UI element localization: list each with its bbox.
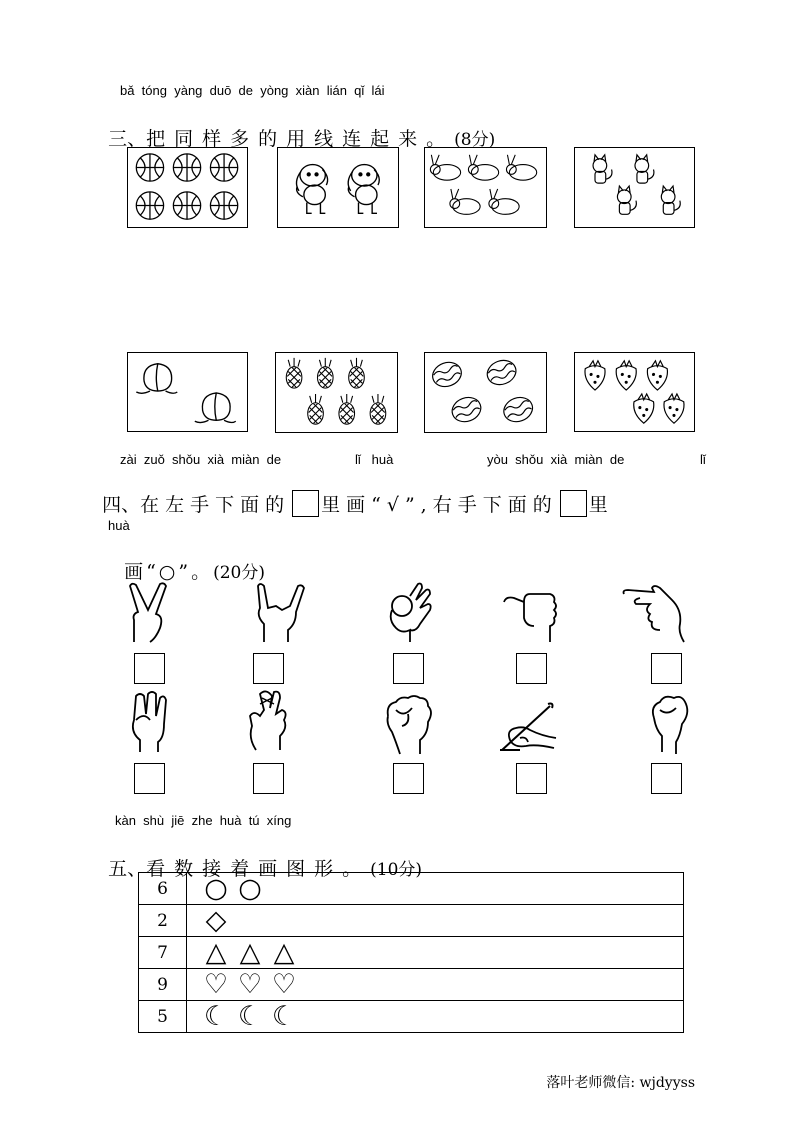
section4-pinyin-4: lǐ [700, 452, 706, 467]
left-hand-example-box [292, 490, 319, 517]
shape-glyph: △ [205, 937, 227, 968]
drawing-area[interactable] [187, 905, 684, 937]
section4-heading: 四、 [102, 494, 141, 516]
section4-score: (20分) [213, 563, 266, 583]
peach-box[interactable] [127, 352, 248, 432]
section3-pinyin: bǎ tóng yàng duō de yòng xiàn lián qǐ lái [120, 83, 385, 98]
raised-fist-hand-icon [640, 690, 710, 754]
section5-heading: 五、 [108, 858, 147, 880]
peach-icon [128, 353, 247, 431]
shape-glyph: ♡ [237, 969, 263, 1000]
drawing-area[interactable] [187, 873, 684, 905]
shape-row [139, 873, 684, 905]
cat-box[interactable] [574, 147, 695, 228]
fist-hand-icon [380, 692, 450, 756]
watermelon-icon [425, 353, 546, 432]
shape-row [139, 1001, 684, 1033]
watermelon-box[interactable] [424, 352, 547, 433]
shape-glyph: ◇ [205, 905, 227, 936]
pineapple-icon [276, 353, 397, 432]
shape-row [139, 905, 684, 937]
section4-pinyin-2: lǐ huà [355, 452, 394, 467]
basketball-box[interactable] [127, 147, 248, 228]
crossed-fingers-hand-icon [240, 688, 310, 752]
section4-text-a: 在左手下面的 [140, 494, 291, 516]
dog-icon [278, 148, 398, 227]
section4-title-line2 [106, 535, 265, 584]
shape-row [139, 969, 684, 1001]
shape-glyph: ☾ [203, 1001, 229, 1032]
cat-icon [575, 148, 694, 227]
answer-box-2[interactable] [253, 653, 284, 684]
row-number: 7 [139, 937, 187, 969]
rabbit-box[interactable] [424, 147, 547, 228]
drawing-area[interactable] [187, 1001, 684, 1033]
right-hand-example-box [560, 490, 587, 517]
section5-pinyin: kàn shù jiē zhe huà tú xíng [115, 813, 292, 828]
section4-pinyin-5: huà [108, 518, 130, 533]
rabbit-icon [425, 148, 546, 227]
strawberry-icon [575, 353, 694, 431]
answer-box-6[interactable] [134, 763, 165, 794]
v-sign-hand-icon [120, 580, 190, 644]
writing-hand-icon [496, 700, 566, 764]
answer-box-1[interactable] [134, 653, 165, 684]
shape-glyph: ○ [238, 873, 262, 904]
row-number: 9 [139, 969, 187, 1001]
ok-sign-hand-icon [380, 580, 450, 644]
section4-pinyin-1: zài zuǒ shǒu xià miàn de [120, 452, 282, 467]
basketball-icon [128, 148, 247, 227]
section3-heading: 三、 [108, 128, 147, 150]
section4-pinyin-3: yòu shǒu xià miàn de [487, 452, 625, 467]
answer-box-7[interactable] [253, 763, 284, 794]
shape-glyph: △ [239, 937, 261, 968]
drawing-area[interactable] [187, 969, 684, 1001]
drawing-area[interactable] [187, 937, 684, 969]
row-number: 2 [139, 905, 187, 937]
shape-table [138, 872, 684, 1033]
answer-box-5[interactable] [651, 653, 682, 684]
pointing-hand-icon [620, 580, 690, 644]
shape-glyph: ○ [204, 873, 228, 904]
section3-score: (8分) [454, 130, 496, 150]
shape-glyph: ♡ [271, 969, 297, 1000]
pineapple-box[interactable] [275, 352, 398, 433]
section4-title-line1 [78, 468, 614, 517]
thumbs-up-hand-icon [500, 580, 570, 644]
palm-hand-icon [118, 690, 188, 754]
shape-glyph: ☾ [237, 1001, 263, 1032]
shape-row [139, 937, 684, 969]
row-number: 6 [139, 873, 187, 905]
shape-glyph: △ [273, 937, 295, 968]
section5-score: (10分) [370, 860, 423, 880]
section4-text-d: 画“○”。 [124, 561, 214, 583]
section4-text-b: 里画“√”,右手下面的 [321, 494, 558, 516]
section4-text-c: 里 [588, 494, 614, 516]
rock-sign-hand-icon [246, 580, 316, 644]
strawberry-box[interactable] [574, 352, 695, 432]
dog-box[interactable] [277, 147, 399, 228]
shape-glyph: ♡ [203, 969, 229, 1000]
answer-box-10[interactable] [651, 763, 682, 794]
row-number: 5 [139, 1001, 187, 1033]
shape-glyph: ☾ [271, 1001, 297, 1032]
section3-title-text: 把同样多的用线连起来。 [146, 128, 455, 150]
answer-box-4[interactable] [516, 653, 547, 684]
answer-box-8[interactable] [393, 763, 424, 794]
footer-watermark: 落叶老师微信: wjdyyss [546, 1075, 695, 1091]
answer-box-9[interactable] [516, 763, 547, 794]
section5-title-text: 看数接着画图形。 [146, 858, 371, 880]
section3-title [78, 102, 495, 151]
answer-box-3[interactable] [393, 653, 424, 684]
